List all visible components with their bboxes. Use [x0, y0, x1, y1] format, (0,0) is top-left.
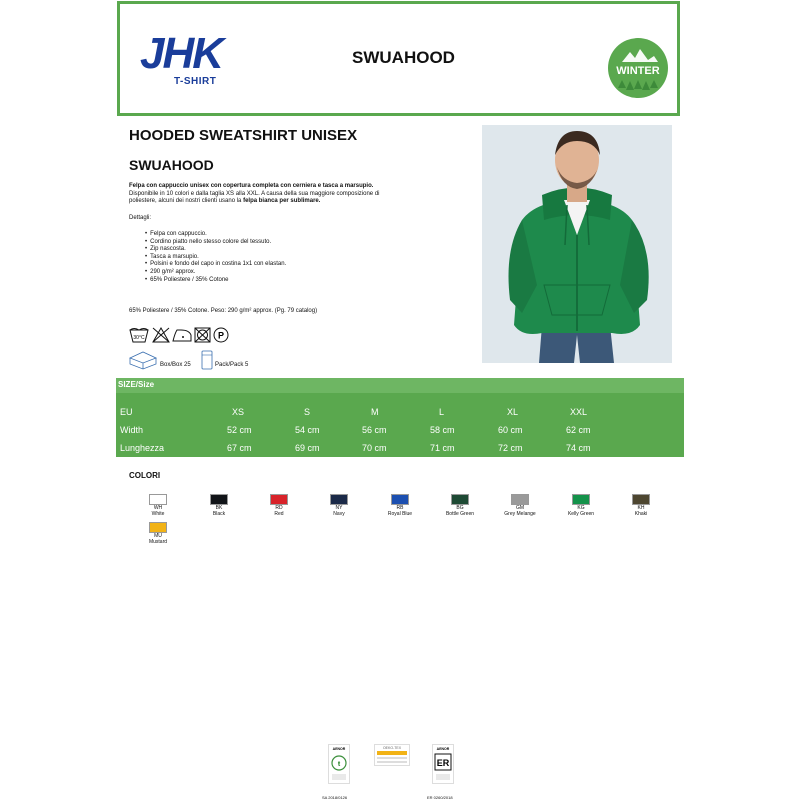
list-item: • Felpa con cappuccio. — [151, 231, 286, 239]
swatch-name: Grey Melange — [504, 511, 536, 517]
swatch-name: Kelly Green — [567, 511, 595, 517]
list-item: • Polsini e fondo del capo in costina 1x1 con elastan. — [151, 261, 286, 269]
color-swatch-mustard[interactable] — [133, 522, 183, 545]
swatch-code: BK — [215, 505, 223, 511]
table-cell: 56 cm — [362, 425, 387, 435]
swatch-code: NY — [335, 505, 343, 511]
swatch-code: RD — [275, 505, 283, 511]
swatch-name: Royal Blue — [387, 511, 413, 517]
swatch-code: BG — [456, 505, 464, 511]
row-label: Width — [120, 425, 144, 435]
color-swatch-grey-melange[interactable] — [495, 494, 545, 517]
description-rest: Disponibile in 10 colori e dalla taglia XS alla XXL. A causa della sua maggiore composizione di poliestere, alcuni dei nostri clienti usano la — [129, 190, 380, 204]
iron-low-icon — [173, 330, 191, 341]
oeko-tex-icon — [374, 744, 410, 766]
table-cell: 52 cm — [227, 425, 252, 435]
product-code: SWUAHOOD — [129, 157, 214, 173]
swatch-box — [270, 494, 288, 505]
swatch-name: Red — [274, 511, 284, 517]
swatch-code: KG — [577, 505, 585, 511]
cert-left-code: SA 2018/0126 — [322, 795, 348, 800]
no-bleach-icon — [153, 328, 169, 342]
table-cell: 60 cm — [498, 425, 523, 435]
swatch-box — [391, 494, 409, 505]
swatch-box — [451, 494, 469, 505]
product-description — [129, 183, 404, 206]
swatch-box — [632, 494, 650, 505]
header-banner — [117, 1, 680, 116]
table-row — [0, 443, 800, 455]
svg-text:ŧ: ŧ — [337, 761, 341, 768]
size-header-row — [0, 407, 800, 419]
table-cell: 62 cm — [566, 425, 591, 435]
product-title: HOODED SWEATSHIRT UNISEX — [129, 127, 358, 144]
brand-logo-main: JHK — [140, 29, 223, 78]
swatch-box — [149, 494, 167, 505]
tumble-dry-icon — [195, 328, 210, 342]
svg-text:ER: ER — [436, 758, 450, 768]
swatch-code: MU — [154, 533, 162, 539]
pack-icon — [202, 351, 212, 369]
table-row — [0, 425, 800, 437]
aenor-er-icon — [432, 744, 454, 784]
color-swatch-bottle-green[interactable] — [435, 494, 485, 517]
color-swatch-black[interactable] — [194, 494, 244, 517]
wash-30-icon — [130, 329, 148, 343]
pack-label: Pack/Pack 5 — [215, 362, 249, 368]
list-item: • Cordino piatto nello stesso colore del tessuto. — [151, 239, 286, 247]
table-cell: 70 cm — [362, 443, 387, 453]
table-cell: 72 cm — [498, 443, 523, 453]
size-table-title: SIZE/Size — [118, 380, 155, 389]
size-column: XL — [507, 407, 519, 417]
care-icons — [129, 325, 244, 345]
winter-badge-icon — [608, 38, 668, 98]
list-item: • Tasca a marsupio. — [151, 254, 286, 262]
color-swatch-kelly-green[interactable] — [556, 494, 606, 517]
svg-text:P: P — [217, 330, 225, 341]
list-item: • 290 g/m² approx. — [151, 269, 286, 277]
color-swatch-red[interactable] — [254, 494, 304, 517]
table-cell: 67 cm — [227, 443, 252, 453]
color-swatch-navy[interactable] — [314, 494, 364, 517]
size-table-header — [116, 378, 684, 393]
composition-text: 65% Poliestere / 35% Cotone. Peso: 290 g/m² approx. (Pg. 79 catalog) — [129, 308, 318, 314]
swatch-name: Black — [212, 511, 226, 517]
size-header-label: EU — [120, 407, 133, 417]
details-label: Dettagli: — [129, 215, 152, 221]
size-column: S — [304, 407, 311, 417]
aenor-sostenible-icon — [328, 744, 350, 784]
aenor-right-brand: AENOR — [436, 747, 450, 751]
swatch-box — [511, 494, 529, 505]
size-column: L — [439, 407, 445, 417]
swatch-code: GM — [515, 505, 525, 511]
size-column: M — [371, 407, 379, 417]
swatch-box — [572, 494, 590, 505]
colors-title: COLORI — [129, 471, 161, 480]
header-product-code: SWUAHOOD — [352, 48, 455, 67]
brand-logo — [140, 29, 240, 92]
brand-logo-sub: T-SHIRT — [174, 76, 217, 87]
swatch-name: Bottle Green — [445, 511, 475, 517]
table-cell: 54 cm — [295, 425, 320, 435]
box-label: Box/Box 25 — [160, 362, 191, 368]
oeko-tex-brand: OEKO-TEX — [382, 746, 402, 750]
swatch-box — [330, 494, 348, 505]
details-list — [151, 231, 286, 284]
swatch-code: RB — [396, 505, 404, 511]
box-icon — [130, 352, 156, 369]
color-swatch-white[interactable] — [133, 494, 183, 517]
list-item: • Zip nascosta. — [151, 246, 286, 254]
table-cell: 71 cm — [430, 443, 455, 453]
swatch-code: WH — [153, 505, 163, 511]
description-bold-end: felpa bianca per sublimare. — [243, 198, 321, 204]
table-cell: 74 cm — [566, 443, 591, 453]
row-label: Lunghezza — [120, 443, 165, 453]
swatch-name: Khaki — [634, 511, 648, 517]
swatch-box — [210, 494, 228, 505]
list-item: • 65% Poliestere / 35% Cotone — [151, 277, 286, 285]
swatch-name: White — [151, 511, 165, 517]
swatch-code: KH — [637, 505, 645, 511]
product-photo — [482, 125, 672, 363]
table-cell: 58 cm — [430, 425, 455, 435]
color-swatch-khaki[interactable] — [616, 494, 666, 517]
swatch-box — [149, 522, 167, 533]
swatch-name: Mustard — [148, 539, 168, 545]
cert-right-code: ER 0260/2018 — [427, 795, 453, 800]
svg-text:30°C: 30°C — [133, 335, 145, 341]
professional-clean-p-icon — [214, 328, 228, 342]
table-cell: 69 cm — [295, 443, 320, 453]
swatch-name: Navy — [333, 511, 345, 517]
winter-badge-label: WINTER — [616, 65, 660, 77]
size-column: XXL — [570, 407, 588, 417]
aenor-left-brand: AENOR — [332, 747, 346, 751]
description-intro: Felpa con cappuccio unisex con copertura completa con cerniera e tasca a marsupio. — [129, 183, 374, 189]
size-column: XS — [232, 407, 245, 417]
color-swatch-royal-blue[interactable] — [375, 494, 425, 517]
